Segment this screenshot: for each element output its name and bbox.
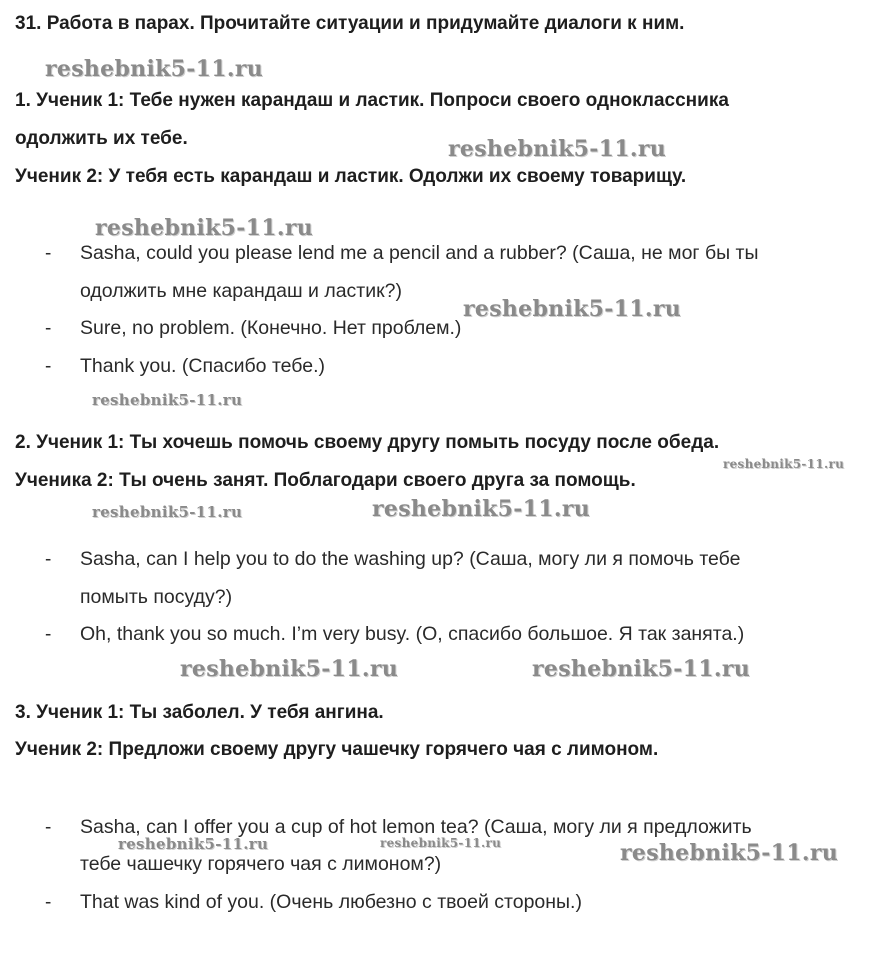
watermark: reshebnik5-11.ru [92, 391, 243, 409]
watermark: reshebnik5-11.ru [448, 136, 667, 162]
watermark: reshebnik5-11.ru [532, 656, 751, 682]
task-1-line-1: 1. Ученик 1: Тебе нужен карандаш и ластик. Попроси своего одноклассника [15, 90, 729, 111]
dialogue-1-3: Thank you. (Спасибо тебе.) [80, 355, 325, 377]
watermark: reshebnik5-11.ru [95, 215, 314, 241]
dialogue-dash: - [45, 817, 52, 838]
task-1-line-3: Ученик 2: У тебя есть карандаш и ластик. Одолжи их своему товарищу. [15, 166, 687, 187]
task-2-line-2: Ученика 2: Ты очень занят. Поблагодари своего друга за помощь. [15, 470, 636, 491]
dialogue-3-1-line-1: Sasha, can I offer you a cup of hot lemon tea? (Саша, могу ли я предложить [80, 816, 752, 838]
watermark: reshebnik5-11.ru [723, 457, 845, 471]
dialogue-dash: - [45, 892, 52, 913]
task-3-line-2: Ученик 2: Предложи своему другу чашечку горячего чая с лимоном. [15, 739, 659, 760]
dialogue-3-2: That was kind of you. (Очень любезно с твоей стороны.) [80, 891, 582, 913]
task-3-line-1: 3. Ученик 1: Ты заболел. У тебя ангина. [15, 702, 384, 723]
dialogue-1-2: Sure, no problem. (Конечно. Нет проблем.) [80, 317, 462, 339]
dialogue-3-1-line-2: тебе чашечку горячего чая с лимоном?) [80, 853, 442, 875]
task-2-line-1: 2. Ученик 1: Ты хочешь помочь своему другу помыть посуду после обеда. [15, 432, 720, 453]
task-1-line-2: одолжить их тебе. [15, 128, 188, 149]
exercise-title: 31. Работа в парах. Прочитайте ситуации и придумайте диалоги к ним. [15, 13, 685, 34]
dialogue-2-1-line-2: помыть посуду?) [80, 586, 233, 608]
dialogue-dash: - [45, 243, 52, 264]
dialogue-1-1-line-1: Sasha, could you please lend me a pencil and a rubber? (Саша, не мог бы ты [80, 242, 759, 264]
watermark: reshebnik5-11.ru [180, 656, 399, 682]
dialogue-2-2: Oh, thank you so much. I’m very busy. (О, спасибо большое. Я так занята.) [80, 623, 745, 645]
dialogue-dash: - [45, 318, 52, 339]
dialogue-dash: - [45, 356, 52, 377]
watermark: reshebnik5-11.ru [372, 496, 591, 522]
watermark: reshebnik5-11.ru [463, 296, 682, 322]
watermark: reshebnik5-11.ru [118, 835, 269, 853]
dialogue-dash: - [45, 624, 52, 645]
dialogue-dash: - [45, 549, 52, 570]
watermark: reshebnik5-11.ru [45, 56, 264, 82]
dialogue-1-1-line-2: одолжить мне карандаш и ластик?) [80, 280, 402, 302]
watermark: reshebnik5-11.ru [620, 840, 839, 866]
watermark: reshebnik5-11.ru [380, 836, 502, 850]
dialogue-2-1-line-1: Sasha, can I help you to do the washing up? (Саша, могу ли я помочь тебе [80, 548, 741, 570]
watermark: reshebnik5-11.ru [92, 503, 243, 521]
